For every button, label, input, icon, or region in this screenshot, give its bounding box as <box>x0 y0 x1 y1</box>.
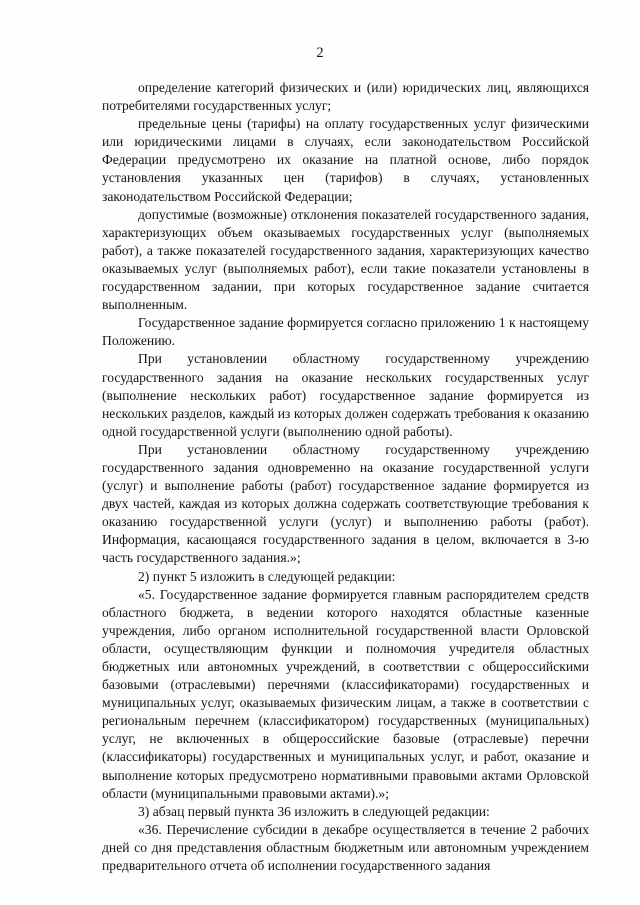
paragraph-item-36-intro: 3) абзац первый пункта 36 изложить в следующей редакции: <box>138 803 490 819</box>
paragraph-appendix-reference: Государственное задание формируется согласно приложению 1 к настоящему Положению. <box>102 315 589 349</box>
paragraph-services-and-works: При установлении областному государственному учреждению государственного задания одновременно на оказание государственной услуги (услуг) и выполнение работы (работ) государственное задание формируется из двух частей, каждая из которых должна содержать соответствующие требования к оказанию государственной услуги (услуг) и выполнению работы (работ). Информация, касающаяся государственного задания в целом, включается в 3-ю часть государственного задания.»; <box>102 441 589 566</box>
document-body <box>102 79 589 875</box>
page-number: 2 <box>316 45 324 61</box>
paragraph-allowed-deviations: допустимые (возможные) отклонения показателей государственного задания, характеризующих объем оказываемых государственных услуг (выполняемых работ), а также показателей государственного задания, характеризующих качество оказываемых услуг (выполняемых работ), если такие показатели установлены в государственном задании, при которых государственное задание считается выполненным. <box>102 206 589 313</box>
paragraph-item-5-intro: 2) пункт 5 изложить в следующей редакции: <box>138 568 396 584</box>
paragraph-item-5-text: «5. Государственное задание формируется главным распорядителем средств областного бюджета, в ведении которого находятся областные казенные учреждения, либо органом исполнительной государственной власти Орловской области, осуществляющим функции и полномочия учредителя областных бюджетных или автономных учреждений, в соответствии с общероссийскими базовыми (отраслевыми) перечнями (классификаторами) государственных и муниципальных услуг, оказываемых физическим лицам, а также в соответствии с региональным перечнем (классификатором) государственных (муниципальных) услуг, не включенных в общероссийские базовые (отраслевые) перечни (классификаторы) государственных и муниципальных услуг, и работ, оказание и выполнение которых предусмотрено нормативными правовыми актами Орловской области (муниципальными правовыми актами).»; <box>102 586 589 801</box>
paragraph-multiple-services: При установлении областному государственному учреждению государственного задания на оказание нескольких государственных услуг (выполнение нескольких работ) государственное задание формируется из нескольких разделов, каждый из которых должен содержать требования к оказанию одной государственной услуги (выполнению одной работы). <box>102 351 589 439</box>
paragraph-item-36-text: «36. Перечисление субсидии в декабре осуществляется в течение 2 рабочих дней со дня представления областным бюджетным или автономным учреждением предварительного отчета об исполнении государственного задания <box>102 821 589 874</box>
paragraph-consumer-categories: определение категорий физических и (или) юридических лиц, являющихся потребителями государственных услуг; <box>102 80 589 114</box>
paragraph-price-limits: предельные цены (тарифы) на оплату государственных услуг физическими или юридическими лицами в случаях, если законодательством Российской Федерации предусмотрено их оказание на платной основе, либо порядок установления указанных цен (тарифов) в случаях, установленных законодательством Российской Федерации; <box>102 116 589 204</box>
